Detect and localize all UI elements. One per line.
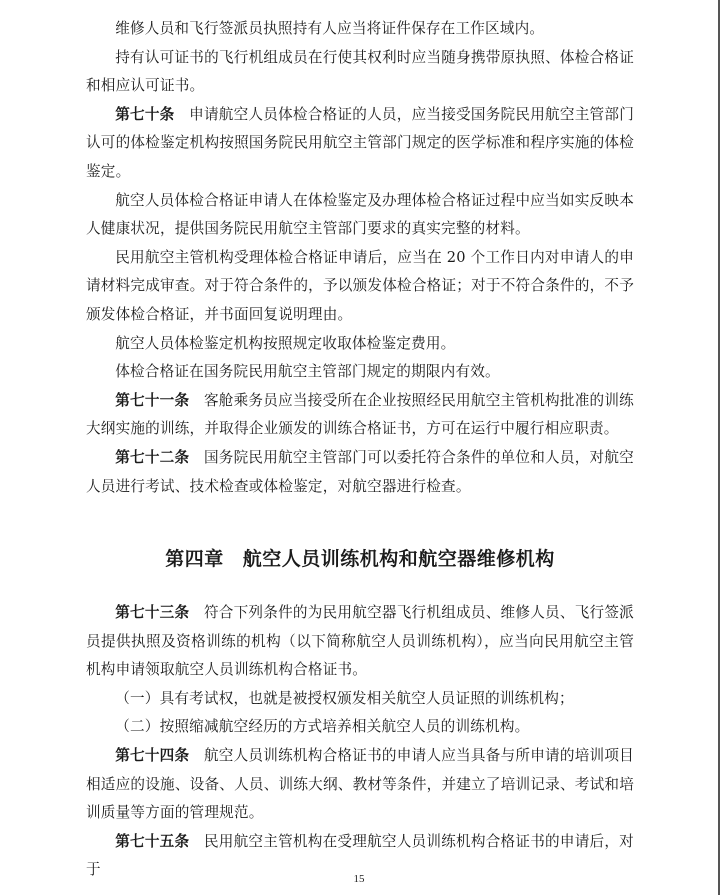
article-paragraph	[86, 387, 634, 444]
paragraph-text: 持有认可证书的飞行机组成员在行使其权利时应当随身携带原执照、体检合格证和相应认可证书。	[86, 48, 634, 95]
paragraph-text: 申请航空人员体检合格证的人员，应当接受国务院民用航空主管部门认可的体检鉴定机构按照国务院民用航空主管部门规定的医学标准和程序实施的体检鉴定。	[86, 105, 634, 180]
paragraph-text: 民用航空主管机构受理体检合格证申请后，应当在 20 个工作日内对申请人的申请材料完成审查。对于符合条件的，予以颁发体检合格证；对于不符合条件的，不予颁发体检合格证，并书面回复说明理由。	[86, 248, 634, 323]
paragraph	[86, 330, 634, 359]
article-number: 第七十二条	[115, 448, 190, 466]
paragraph-text: 国务院民用航空主管部门可以委托符合条件的单位和人员，对航空人员进行考试、技术检查或体检鉴定，对航空器进行检查。	[86, 448, 634, 495]
page-number: 15	[353, 873, 365, 885]
article-paragraph	[86, 742, 634, 828]
article-number: 第七十条	[115, 105, 175, 123]
list-item	[86, 685, 634, 714]
paragraph-text: 航空人员训练机构合格证书的申请人应当具备与所申请的培训项目相适应的设施、设备、人员、训练大纲、教材等条件，并建立了培训记录、考试和培训质量等方面的管理规范。	[86, 747, 634, 822]
article-paragraph	[86, 101, 634, 187]
page-content	[86, 15, 634, 885]
chapter-heading	[86, 545, 634, 573]
paragraph	[86, 15, 634, 44]
paragraph-text: 体检合格证在国务院民用航空主管部门规定的期限内有效。	[115, 363, 500, 381]
paragraph-text: （二）按照缩减航空经历的方式培养相关航空人员的训练机构。	[115, 718, 530, 736]
paragraph-text: 民用航空主管机构在受理航空人员训练机构合格证书的申请后，对于	[86, 832, 634, 879]
paragraph-text: 客舱乘务员应当接受所在企业按照经民用航空主管机构批准的训练大纲实施的训练，并取得企业颁发的训练合格证书，方可在运行中履行相应职责。	[86, 391, 634, 438]
list-item	[86, 713, 634, 742]
paragraph-text: 维修人员和飞行签派员执照持有人应当将证件保存在工作区域内。	[115, 20, 545, 37]
article-number: 第七十五条	[115, 832, 190, 850]
paragraph-text: 符合下列条件的为民用航空器飞行机组成员、维修人员、飞行签派员提供执照及资格训练的机构（以下简称航空人员训练机构），应当向民用航空主管机构申请领取航空人员训练机构合格证书。	[86, 604, 634, 679]
article-number: 第七十三条	[115, 604, 190, 622]
chapter-number: 第四章	[165, 548, 224, 571]
paragraph-text: 航空人员体检鉴定机构按照规定收取体检鉴定费用。	[115, 334, 456, 352]
article-number: 第七十四条	[115, 747, 190, 765]
paragraph	[86, 358, 634, 387]
paragraph-text: （一）具有考试权，也就是被授权颁发相关航空人员证照的训练机构；	[115, 689, 574, 707]
paragraph	[86, 187, 634, 244]
chapter-title: 航空人员训练机构和航空器维修机构	[242, 548, 555, 571]
article-number: 第七十一条	[115, 391, 190, 409]
paragraph	[86, 44, 634, 101]
article-paragraph	[86, 444, 634, 501]
paragraph-text: 航空人员体检合格证申请人在体检鉴定及办理体检合格证过程中应当如实反映本人健康状况，提供国务院民用航空主管部门要求的真实完整的材料。	[86, 191, 634, 238]
article-paragraph	[86, 599, 634, 685]
paragraph	[86, 244, 634, 330]
